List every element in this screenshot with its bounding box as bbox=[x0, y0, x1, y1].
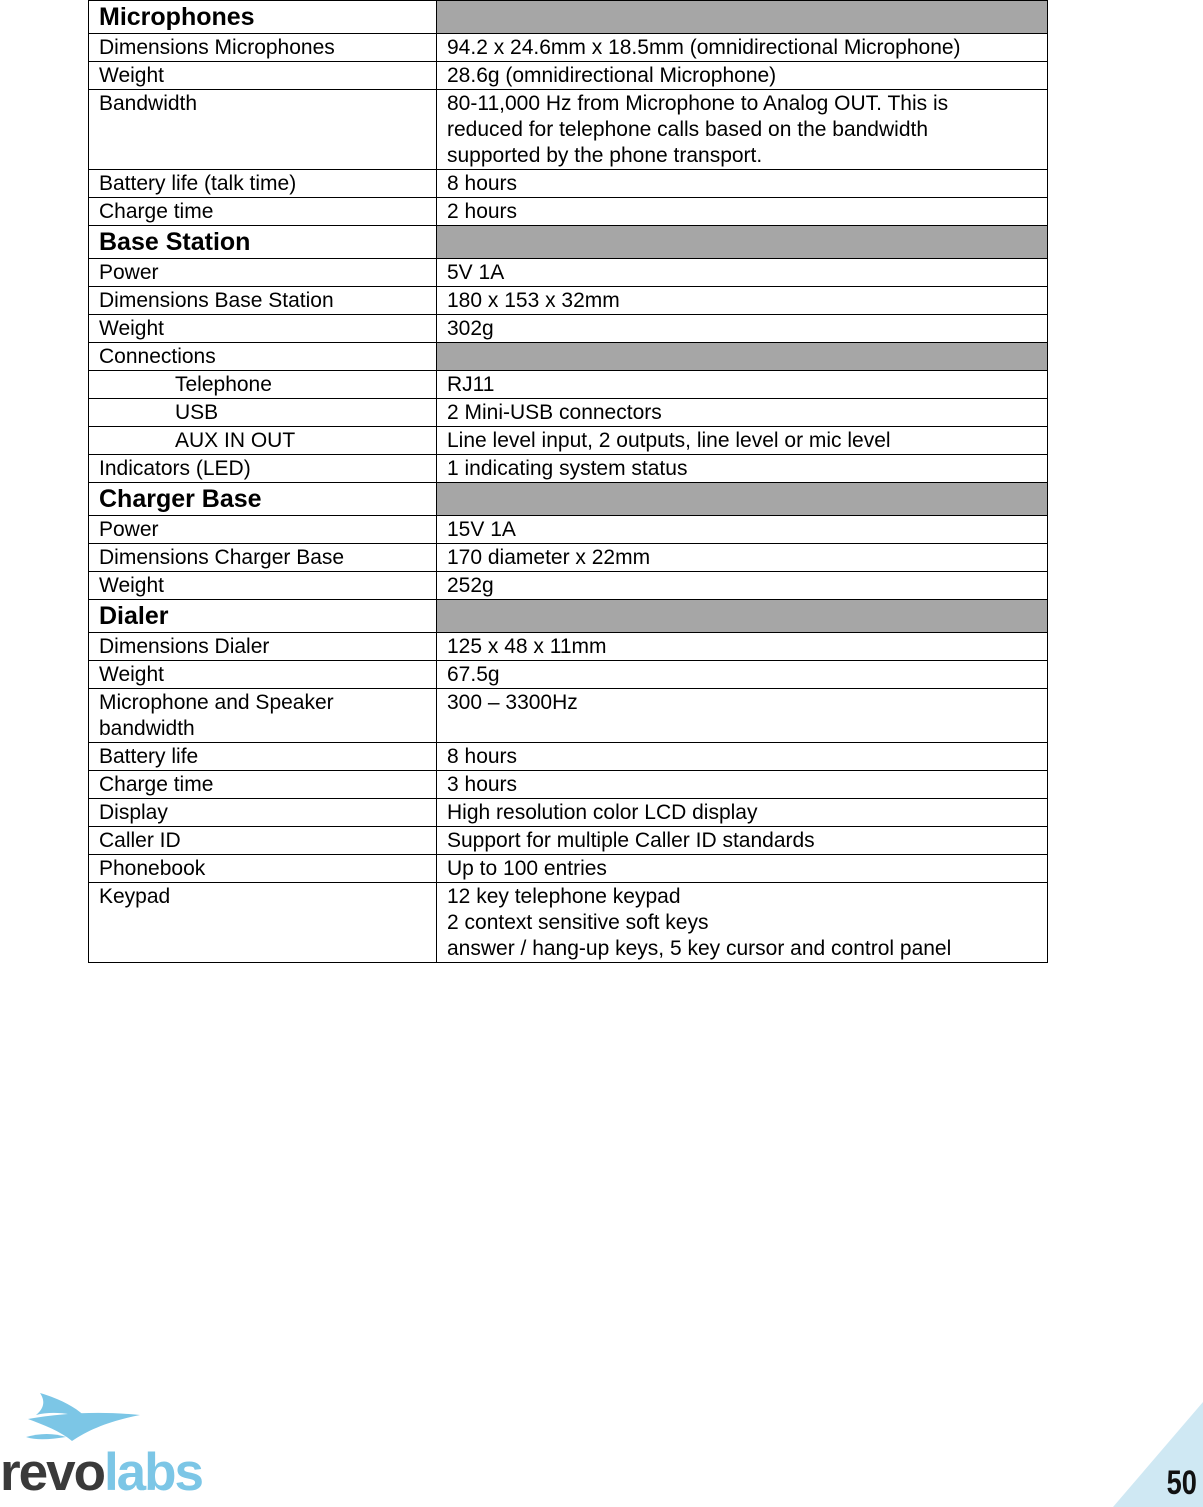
row-label: Caller ID bbox=[89, 827, 437, 855]
row-label: Bandwidth bbox=[89, 90, 437, 170]
row-label: Indicators (LED) bbox=[89, 455, 437, 483]
table-row bbox=[89, 198, 1048, 226]
table-row bbox=[89, 689, 1048, 743]
row-value: 67.5g bbox=[437, 661, 1048, 689]
row-label: Power bbox=[89, 516, 437, 544]
row-value: 300 – 3300Hz bbox=[437, 689, 1048, 743]
section-header-dialer bbox=[89, 600, 1048, 633]
row-value: 170 diameter x 22mm bbox=[437, 544, 1048, 572]
row-value: Line level input, 2 outputs, line level or mic level bbox=[437, 427, 1048, 455]
table-row bbox=[89, 259, 1048, 287]
row-label: Weight bbox=[89, 661, 437, 689]
row-label: Phonebook bbox=[89, 855, 437, 883]
row-value: 94.2 x 24.6mm x 18.5mm (omnidirectional Microphone) bbox=[437, 34, 1048, 62]
section-header-microphones bbox=[89, 1, 1048, 34]
row-label: Dimensions Dialer bbox=[89, 633, 437, 661]
row-label: Charge time bbox=[89, 198, 437, 226]
table-row bbox=[89, 771, 1048, 799]
table-row bbox=[89, 855, 1048, 883]
section-header-base-station bbox=[89, 226, 1048, 259]
row-value: 8 hours bbox=[437, 170, 1048, 198]
table-row bbox=[89, 827, 1048, 855]
section-title: Dialer bbox=[89, 600, 437, 633]
row-value: 28.6g (omnidirectional Microphone) bbox=[437, 62, 1048, 90]
row-value: 12 key telephone keypad 2 context sensitive soft keys answer / hang-up keys, 5 key cursor and control panel bbox=[437, 883, 1048, 963]
row-label: Battery life (talk time) bbox=[89, 170, 437, 198]
row-label: Weight bbox=[89, 572, 437, 600]
table-row bbox=[89, 455, 1048, 483]
page-number: 50 bbox=[1166, 1464, 1197, 1502]
row-value: High resolution color LCD display bbox=[437, 799, 1048, 827]
row-value: 8 hours bbox=[437, 743, 1048, 771]
row-value: 2 hours bbox=[437, 198, 1048, 226]
table-row bbox=[89, 516, 1048, 544]
row-value: Up to 100 entries bbox=[437, 855, 1048, 883]
row-value: RJ11 bbox=[437, 371, 1048, 399]
table-row bbox=[89, 572, 1048, 600]
table-row bbox=[89, 427, 1048, 455]
section-header-charger-base bbox=[89, 483, 1048, 516]
table-row bbox=[89, 287, 1048, 315]
row-value: 15V 1A bbox=[437, 516, 1048, 544]
table-row-connections bbox=[89, 343, 1048, 371]
row-label: Weight bbox=[89, 62, 437, 90]
row-label: Microphone and Speaker bandwidth bbox=[89, 689, 437, 743]
table-row bbox=[89, 399, 1048, 427]
table-row bbox=[89, 544, 1048, 572]
row-value: 2 Mini-USB connectors bbox=[437, 399, 1048, 427]
revolabs-wordmark: revolabs bbox=[0, 1443, 203, 1502]
section-title: Microphones bbox=[89, 1, 437, 34]
row-value: 302g bbox=[437, 315, 1048, 343]
table-row bbox=[89, 883, 1048, 963]
section-title: Charger Base bbox=[89, 483, 437, 516]
spec-table bbox=[88, 0, 1048, 963]
section-shade bbox=[437, 226, 1048, 259]
row-value bbox=[437, 343, 1048, 371]
row-value: 5V 1A bbox=[437, 259, 1048, 287]
table-row bbox=[89, 799, 1048, 827]
row-label: Display bbox=[89, 799, 437, 827]
table-row bbox=[89, 661, 1048, 689]
row-label: Battery life bbox=[89, 743, 437, 771]
row-label: Dimensions Microphones bbox=[89, 34, 437, 62]
row-value: 1 indicating system status bbox=[437, 455, 1048, 483]
table-row bbox=[89, 743, 1048, 771]
row-label: Charge time bbox=[89, 771, 437, 799]
table-row bbox=[89, 62, 1048, 90]
row-label: Keypad bbox=[89, 883, 437, 963]
row-label: AUX IN OUT bbox=[89, 427, 437, 455]
row-value: Support for multiple Caller ID standards bbox=[437, 827, 1048, 855]
section-shade bbox=[437, 600, 1048, 633]
table-row bbox=[89, 371, 1048, 399]
row-label: Weight bbox=[89, 315, 437, 343]
table-row bbox=[89, 34, 1048, 62]
row-label: Dimensions Charger Base bbox=[89, 544, 437, 572]
table-row bbox=[89, 90, 1048, 170]
table-row bbox=[89, 315, 1048, 343]
row-value: 80-11,000 Hz from Microphone to Analog OUT. This is reduced for telephone calls based on the bandwidth supported by the phone transport. bbox=[437, 90, 1048, 170]
section-shade bbox=[437, 1, 1048, 34]
row-label: Telephone bbox=[89, 371, 437, 399]
row-value: 3 hours bbox=[437, 771, 1048, 799]
table-row bbox=[89, 633, 1048, 661]
section-title: Base Station bbox=[89, 226, 437, 259]
row-value: 180 x 153 x 32mm bbox=[437, 287, 1048, 315]
row-value: 252g bbox=[437, 572, 1048, 600]
row-label: USB bbox=[89, 399, 437, 427]
section-shade bbox=[437, 483, 1048, 516]
row-value: 125 x 48 x 11mm bbox=[437, 633, 1048, 661]
row-label: Connections bbox=[89, 343, 437, 371]
row-label: Dimensions Base Station bbox=[89, 287, 437, 315]
table-row bbox=[89, 170, 1048, 198]
row-label: Power bbox=[89, 259, 437, 287]
